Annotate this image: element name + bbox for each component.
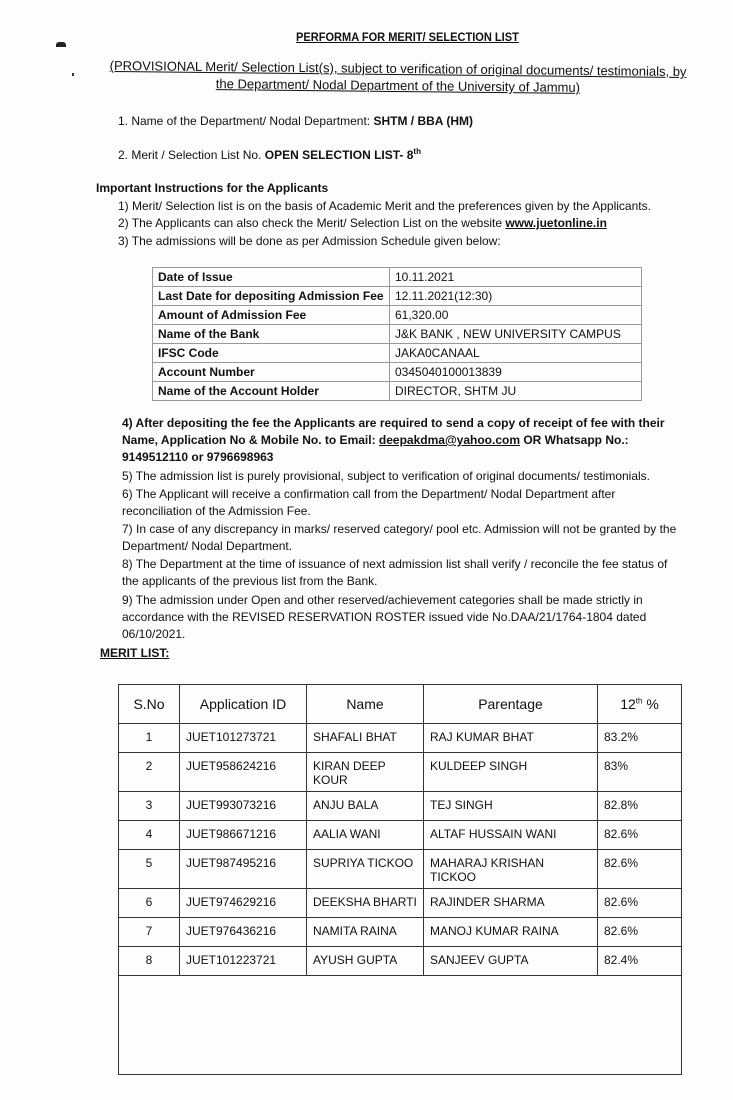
department-label: 1. Name of the Department/ Nodal Department:	[118, 114, 371, 128]
table-row	[119, 947, 682, 976]
contact-email[interactable]: deepakdma@yahoo.com	[378, 433, 520, 447]
table-row	[119, 889, 682, 918]
fee-key: Amount of Admission Fee	[153, 306, 390, 325]
list-number-value: OPEN SELECTION LIST- 8th	[264, 147, 421, 162]
cell-12th-percent: 82.6%	[598, 918, 682, 947]
cell-name: KIRAN DEEP KOUR	[307, 753, 424, 792]
department-field	[118, 114, 473, 128]
instruction-2: 2) The Applicants can also check the Merit/ Selection List on the website www.juetonline.in	[118, 216, 607, 230]
cell-12th-percent: 82.6%	[598, 850, 682, 889]
merit-list-heading: MERIT LIST:	[100, 646, 170, 660]
cell-12th-percent: 82.6%	[598, 821, 682, 850]
cell-sno: 6	[119, 889, 180, 918]
instruction-3: 3) The admissions will be done as per Admission Schedule given below:	[118, 234, 501, 248]
fee-row	[153, 306, 642, 325]
cell-sno: 3	[119, 792, 180, 821]
fee-value: 61,320.00	[390, 306, 642, 325]
instruction-7: 7) In case of any discrepancy in marks/ reserved category/ pool etc. Admission will not be granted by the Department/ Nodal Department.	[122, 522, 677, 553]
cell-application-id: JUET976436216	[180, 918, 307, 947]
fee-row	[153, 382, 642, 401]
cell-12th-percent: 82.8%	[598, 792, 682, 821]
blank-cell	[119, 976, 682, 1075]
col-application-id: Application ID	[180, 685, 307, 724]
col-sno: S.No	[119, 685, 180, 724]
department-value: SHTM / BBA (HM)	[373, 114, 474, 128]
fee-key: Name of the Bank	[153, 325, 390, 344]
merit-header-row	[119, 685, 682, 724]
fee-row	[153, 325, 642, 344]
merit-table	[118, 684, 682, 1075]
fee-row	[153, 287, 642, 306]
fee-value: JAKA0CANAAL	[390, 344, 642, 363]
instruction-8: 8) The Department at the time of issuance of next admission list shall verify / reconcile the fee status of the applicants of the previous list from the Bank.	[122, 557, 668, 588]
cell-application-id: JUET101223721	[180, 947, 307, 976]
cell-application-id: JUET101273721	[180, 724, 307, 753]
cell-application-id: JUET993073216	[180, 792, 307, 821]
instruction-1: 1) Merit/ Selection list is on the basis of Academic Merit and the preferences given by the Applicants.	[118, 199, 651, 213]
cell-sno: 5	[119, 850, 180, 889]
cell-12th-percent: 83%	[598, 753, 682, 792]
cell-name: NAMITA RAINA	[307, 918, 424, 947]
table-row	[119, 821, 682, 850]
instruction-6: 6) The Applicant will receive a confirmation call from the Department/ Nodal Department after reconciliation of the Admission Fee.	[122, 487, 616, 518]
instruction-4: 4) After depositing the fee the Applicants are required to send a copy of receipt of fee with their Name, Application No & Mobile No. to Email: deepakdma@yahoo.com OR Whatsapp No.: 9149512110 or 9796698963	[122, 416, 665, 464]
instructions-heading: Important Instructions for the Applicants	[96, 181, 329, 195]
stray-mark	[56, 42, 66, 47]
table-row	[119, 918, 682, 947]
document-title: PERFORMA FOR MERIT/ SELECTION LIST	[296, 30, 519, 44]
cell-application-id: JUET987495216	[180, 850, 307, 889]
fee-key: Last Date for depositing Admission Fee	[153, 287, 390, 306]
fee-value: 12.11.2021(12:30)	[390, 287, 642, 306]
admission-schedule-table	[152, 267, 642, 401]
table-row	[119, 724, 682, 753]
fee-key: IFSC Code	[153, 344, 390, 363]
fee-value: 0345040100013839	[390, 363, 642, 382]
fee-value: J&K BANK , NEW UNIVERSITY CAMPUS	[390, 325, 642, 344]
website-link[interactable]: www.juetonline.in	[505, 216, 607, 230]
cell-name: SUPRIYA TICKOO	[307, 850, 424, 889]
table-row	[119, 792, 682, 821]
fee-key: Account Number	[153, 363, 390, 382]
cell-parentage: RAJINDER SHARMA	[424, 889, 598, 918]
cell-name: ANJU BALA	[307, 792, 424, 821]
blank-row	[119, 976, 682, 1075]
fee-row	[153, 363, 642, 382]
cell-sno: 2	[119, 753, 180, 792]
cell-12th-percent: 82.6%	[598, 889, 682, 918]
cell-parentage: MAHARAJ KRISHAN TICKOO	[424, 850, 598, 889]
stray-dot	[72, 73, 74, 76]
document-subtitle: (PROVISIONAL Merit/ Selection List(s), subject to verification of original documents/ testimonials, by the Department/ Nodal Department of the University of Jammu)	[109, 57, 687, 95]
list-number-field	[118, 147, 421, 162]
col-parentage: Parentage	[424, 685, 598, 724]
cell-name: DEEKSHA BHARTI	[307, 889, 424, 918]
cell-sno: 4	[119, 821, 180, 850]
fee-key: Name of the Account Holder	[153, 382, 390, 401]
cell-parentage: MANOJ KUMAR RAINA	[424, 918, 598, 947]
fee-row	[153, 344, 642, 363]
table-row	[119, 850, 682, 889]
cell-12th-percent: 83.2%	[598, 724, 682, 753]
table-row	[119, 753, 682, 792]
cell-12th-percent: 82.4%	[598, 947, 682, 976]
cell-parentage: RAJ KUMAR BHAT	[424, 724, 598, 753]
cell-parentage: ALTAF HUSSAIN WANI	[424, 821, 598, 850]
col-12th-percent: 12th %	[598, 685, 682, 724]
cell-name: AYUSH GUPTA	[307, 947, 424, 976]
list-number-label: 2. Merit / Selection List No.	[118, 148, 262, 162]
cell-name: AALIA WANI	[307, 821, 424, 850]
fee-value: 10.11.2021	[390, 268, 642, 287]
cell-parentage: KULDEEP SINGH	[424, 753, 598, 792]
cell-parentage: TEJ SINGH	[424, 792, 598, 821]
cell-sno: 7	[119, 918, 180, 947]
instruction-5: 5) The admission list is purely provisional, subject to verification of original documents/ testimonials.	[122, 469, 651, 483]
cell-parentage: SANJEEV GUPTA	[424, 947, 598, 976]
cell-application-id: JUET958624216	[180, 753, 307, 792]
cell-sno: 1	[119, 724, 180, 753]
fee-row	[153, 268, 642, 287]
instruction-9: 9) The admission under Open and other reserved/achievement categories shall be made strictly in accordance with the REVISED RESERVATION ROSTER issued vide No.DAA/21/1764-1804 dated 06/10/2021.	[122, 593, 647, 641]
cell-application-id: JUET986671216	[180, 821, 307, 850]
col-name: Name	[307, 685, 424, 724]
fee-key: Date of Issue	[153, 268, 390, 287]
fee-value: DIRECTOR, SHTM JU	[390, 382, 642, 401]
cell-name: SHAFALI BHAT	[307, 724, 424, 753]
cell-sno: 8	[119, 947, 180, 976]
cell-application-id: JUET974629216	[180, 889, 307, 918]
